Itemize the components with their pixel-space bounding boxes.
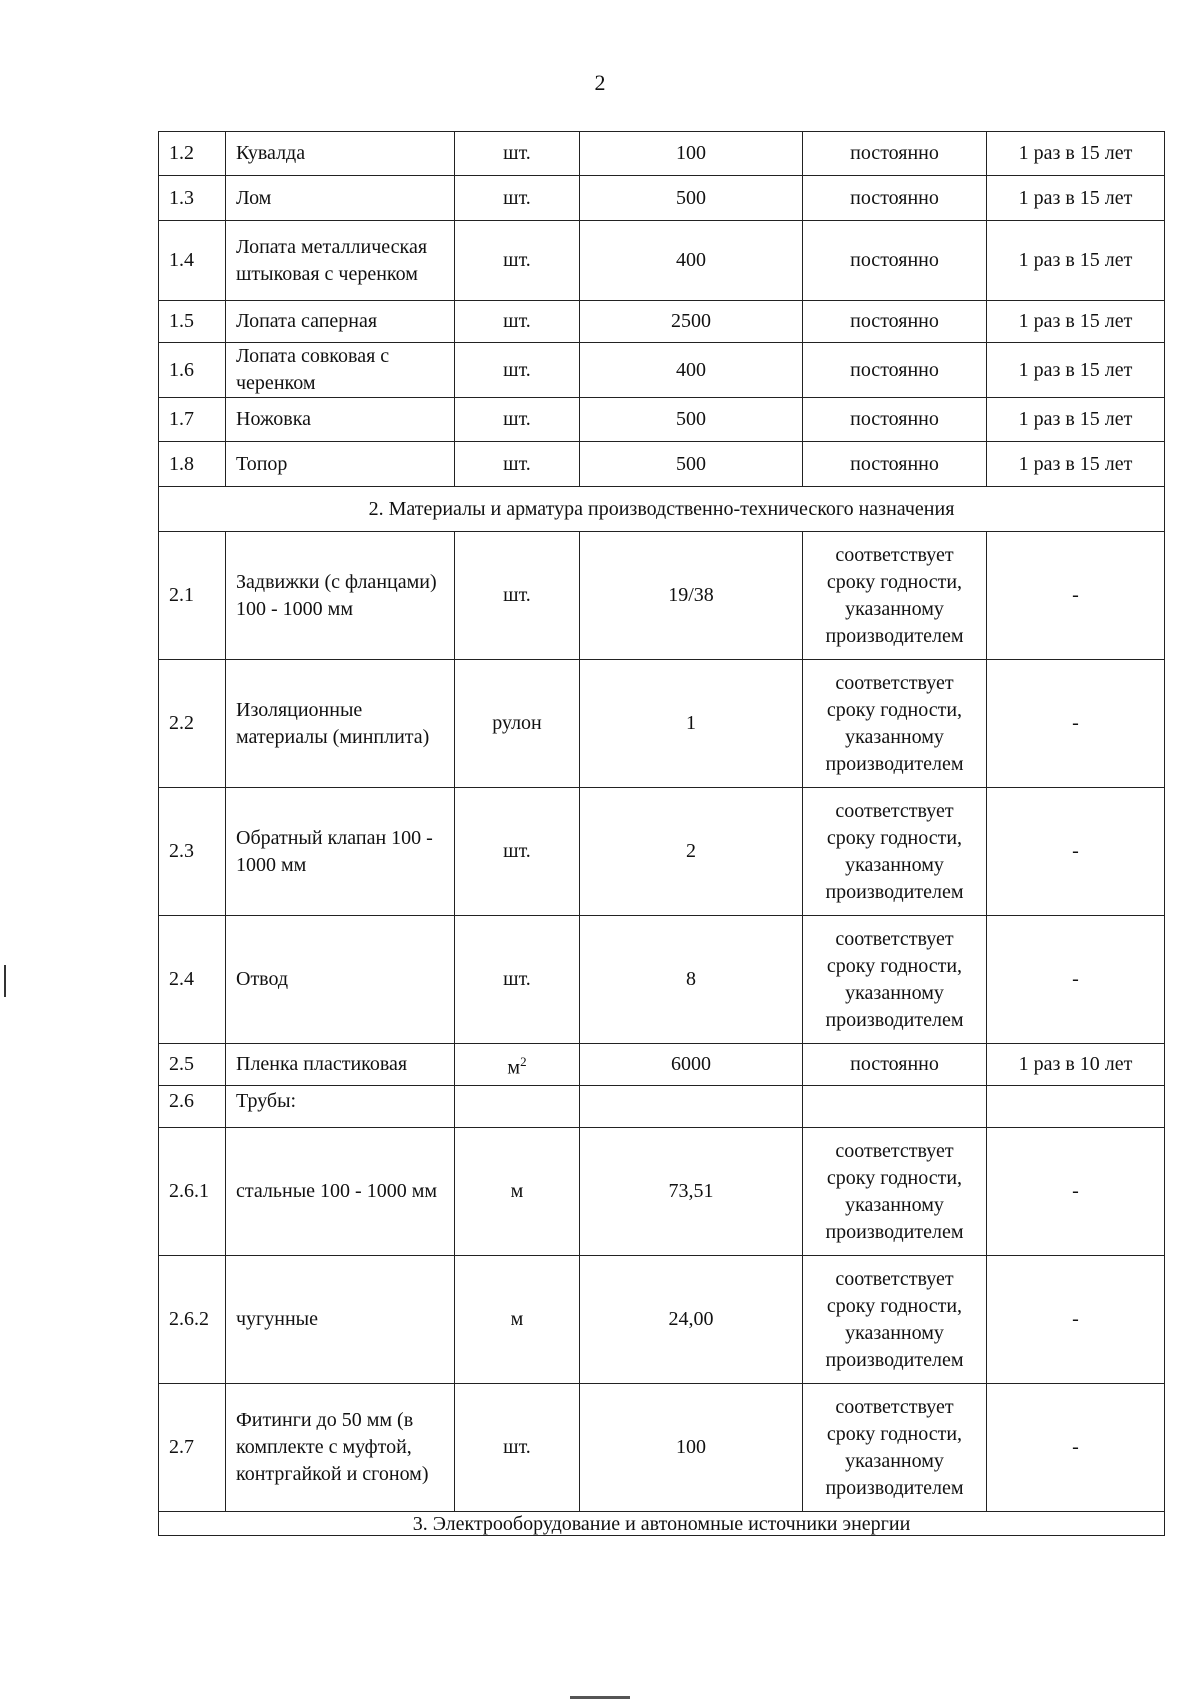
row-number: 1.8 <box>159 442 226 487</box>
item-unit: шт. <box>455 532 580 660</box>
item-quantity: 73,51 <box>580 1128 803 1256</box>
table-row <box>159 532 1165 660</box>
renewal-frequency: - <box>987 532 1165 660</box>
empty-cell <box>580 1086 803 1128</box>
renewal-frequency: 1 раз в 15 лет <box>987 132 1165 176</box>
item-unit: шт. <box>455 916 580 1044</box>
table-row <box>159 1256 1165 1384</box>
item-name: Лопата саперная <box>226 301 455 343</box>
renewal-frequency: 1 раз в 15 лет <box>987 301 1165 343</box>
item-name: Обратный клапан 100 - 1000 мм <box>226 788 455 916</box>
row-number: 2.6.2 <box>159 1256 226 1384</box>
renewal-frequency: - <box>987 788 1165 916</box>
item-name: чугунные <box>226 1256 455 1384</box>
item-quantity: 2 <box>580 788 803 916</box>
row-number: 2.7 <box>159 1384 226 1512</box>
section-row <box>159 1512 1165 1536</box>
inventory-table <box>158 131 1165 1536</box>
item-name: Задвижки (с фланцами) 100 - 1000 мм <box>226 532 455 660</box>
item-unit: рулон <box>455 660 580 788</box>
unit-superscript: 2 <box>520 1053 527 1069</box>
storage-term: соответствует сроку годности, указанному производителем <box>803 1256 987 1384</box>
item-unit: шт. <box>455 442 580 487</box>
row-number: 1.5 <box>159 301 226 343</box>
table-row <box>159 301 1165 343</box>
table-row <box>159 1384 1165 1512</box>
storage-term: постоянно <box>803 343 987 398</box>
renewal-frequency: 1 раз в 15 лет <box>987 176 1165 221</box>
item-name: Отвод <box>226 916 455 1044</box>
storage-term: постоянно <box>803 1044 987 1086</box>
item-unit <box>455 1044 580 1086</box>
item-quantity: 500 <box>580 176 803 221</box>
row-number: 2.6.1 <box>159 1128 226 1256</box>
item-unit: м <box>455 1128 580 1256</box>
item-unit: м <box>455 1256 580 1384</box>
item-unit: шт. <box>455 398 580 442</box>
table-row <box>159 398 1165 442</box>
item-quantity: 1 <box>580 660 803 788</box>
item-quantity: 6000 <box>580 1044 803 1086</box>
row-number: 1.7 <box>159 398 226 442</box>
storage-term: постоянно <box>803 442 987 487</box>
row-number: 2.4 <box>159 916 226 1044</box>
item-name: Лом <box>226 176 455 221</box>
renewal-frequency: 1 раз в 10 лет <box>987 1044 1165 1086</box>
row-number: 1.3 <box>159 176 226 221</box>
section-heading: 3. Электрооборудование и автономные источники энергии <box>159 1512 1165 1536</box>
item-unit: шт. <box>455 343 580 398</box>
item-quantity: 100 <box>580 1384 803 1512</box>
table-row <box>159 1044 1165 1086</box>
table-row <box>159 343 1165 398</box>
item-quantity: 500 <box>580 398 803 442</box>
row-number: 2.1 <box>159 532 226 660</box>
item-quantity: 2500 <box>580 301 803 343</box>
empty-cell <box>987 1086 1165 1128</box>
item-unit: шт. <box>455 301 580 343</box>
storage-term: соответствует сроку годности, указанному производителем <box>803 1128 987 1256</box>
item-name: Трубы: <box>226 1086 455 1128</box>
renewal-frequency: - <box>987 916 1165 1044</box>
row-number: 1.2 <box>159 132 226 176</box>
storage-term: постоянно <box>803 398 987 442</box>
item-name: стальные 100 - 1000 мм <box>226 1128 455 1256</box>
empty-cell <box>455 1086 580 1128</box>
empty-cell <box>803 1086 987 1128</box>
item-name: Ножовка <box>226 398 455 442</box>
page-number: 2 <box>594 70 606 95</box>
scan-bottom-mark <box>570 1696 630 1699</box>
row-number: 1.6 <box>159 343 226 398</box>
renewal-frequency: - <box>987 1384 1165 1512</box>
storage-term: соответствует сроку годности, указанному производителем <box>803 660 987 788</box>
item-quantity: 8 <box>580 916 803 1044</box>
table-row <box>159 1086 1165 1128</box>
storage-term: соответствует сроку годности, указанному производителем <box>803 788 987 916</box>
item-quantity: 400 <box>580 343 803 398</box>
item-name: Кувалда <box>226 132 455 176</box>
item-quantity: 500 <box>580 442 803 487</box>
table-row <box>159 132 1165 176</box>
table-row <box>159 221 1165 301</box>
row-number: 2.3 <box>159 788 226 916</box>
renewal-frequency: - <box>987 660 1165 788</box>
renewal-frequency: 1 раз в 15 лет <box>987 343 1165 398</box>
item-unit: шт. <box>455 1384 580 1512</box>
row-number: 1.4 <box>159 221 226 301</box>
item-quantity: 400 <box>580 221 803 301</box>
item-quantity: 100 <box>580 132 803 176</box>
item-quantity: 19/38 <box>580 532 803 660</box>
storage-term: постоянно <box>803 132 987 176</box>
storage-term: соответствует сроку годности, указанному производителем <box>803 532 987 660</box>
item-unit: шт. <box>455 132 580 176</box>
renewal-frequency: - <box>987 1256 1165 1384</box>
item-unit: шт. <box>455 176 580 221</box>
row-number: 2.2 <box>159 660 226 788</box>
renewal-frequency: 1 раз в 15 лет <box>987 398 1165 442</box>
table-row <box>159 660 1165 788</box>
section-heading: 2. Материалы и арматура производственно-технического назначения <box>159 487 1165 532</box>
renewal-frequency: 1 раз в 15 лет <box>987 442 1165 487</box>
unit-text: м <box>507 1056 521 1079</box>
storage-term: постоянно <box>803 176 987 221</box>
table-row <box>159 1128 1165 1256</box>
renewal-frequency: 1 раз в 15 лет <box>987 221 1165 301</box>
storage-term: соответствует сроку годности, указанному производителем <box>803 1384 987 1512</box>
table-row <box>159 788 1165 916</box>
storage-term: соответствует сроку годности, указанному производителем <box>803 916 987 1044</box>
storage-term: постоянно <box>803 301 987 343</box>
section-row <box>159 487 1165 532</box>
item-name: Пленка пластиковая <box>226 1044 455 1086</box>
storage-term: постоянно <box>803 221 987 301</box>
item-name: Изоляционные материалы (минплита) <box>226 660 455 788</box>
item-name: Фитинги до 50 мм (в комплекте с муфтой, контргайкой и сгоном) <box>226 1384 455 1512</box>
table-row <box>159 916 1165 1044</box>
item-unit: шт. <box>455 221 580 301</box>
row-number: 2.6 <box>159 1086 226 1128</box>
item-name: Лопата металлическая штыковая с черенком <box>226 221 455 301</box>
item-name: Топор <box>226 442 455 487</box>
table-row <box>159 176 1165 221</box>
scan-margin-mark <box>4 965 6 997</box>
item-unit: шт. <box>455 788 580 916</box>
table-row <box>159 442 1165 487</box>
item-quantity: 24,00 <box>580 1256 803 1384</box>
row-number: 2.5 <box>159 1044 226 1086</box>
renewal-frequency: - <box>987 1128 1165 1256</box>
item-name: Лопата совковая с черенком <box>226 343 455 398</box>
